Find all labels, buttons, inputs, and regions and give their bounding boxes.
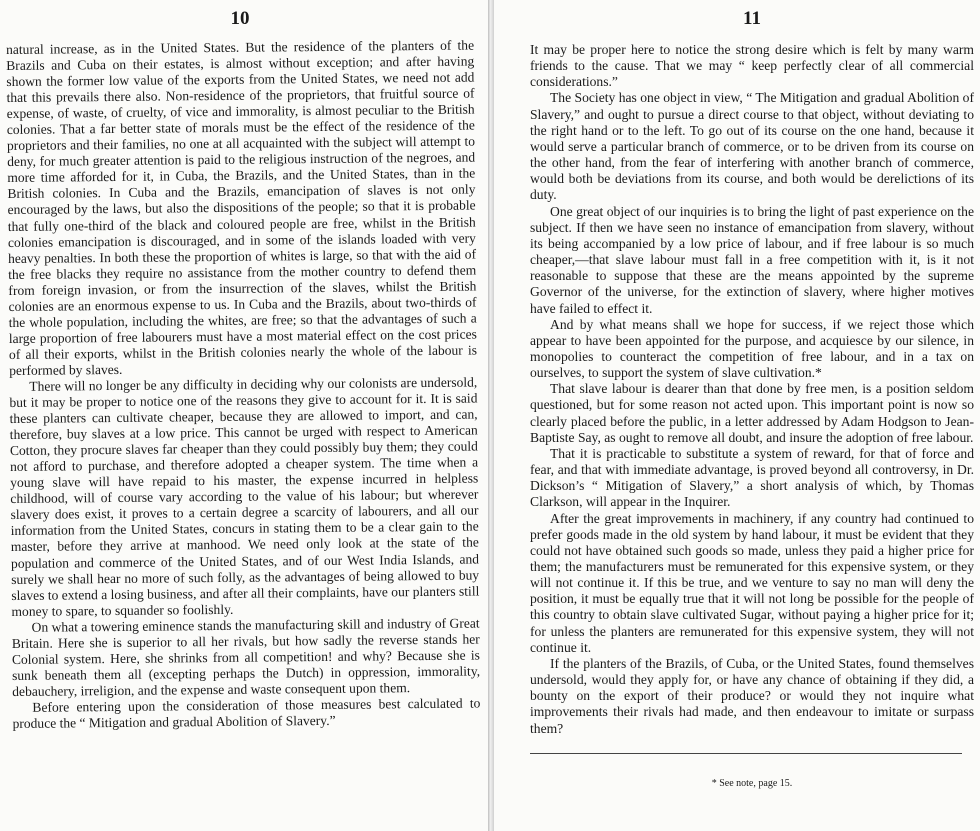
paragraph: The Society has one object in view, “ The Mitigation and gradual Abolition of Slavery,” and ought to pursue a direct course to that object, without deviating to the right hand or to the left. To go out of its course on the one hand, because it would serve a particular branch of commerce, or to be driven from its course on the other hand, from the fear of interfering with another branch of commerce, would both be deviations from its course, and both would be derelictions of its duty.	[530, 90, 974, 203]
footnote: * See note, page 15.	[711, 777, 793, 789]
paragraph: Before entering upon the consideration of those measures best calculated to produce the “ Mitigation and gradual Abolition of Slavery.”	[12, 695, 481, 731]
paragraph: It may be proper here to notice the strong desire which is felt by many warm friends to the cause. That we may “ keep perfectly clear of all commercial considerations.”	[530, 42, 974, 90]
left-page-text	[6, 38, 481, 732]
right-page-text	[530, 42, 974, 737]
paragraph: natural increase, as in the United States. But the residence of the planters of the Brazils and Cuba on their estates, is almost without exception; and after having shown the former low value of the exports from the United States, we need not add that this prevails there also. Non-residence of the proprietors, that fruitful source of expense, of waste, of cruelty, of vice and immorality, is almost peculiar to the British colonies. That a far better state of morals must be the effect of the residence of the proprietors and their families, no one at all acquainted with the subject will attempt to deny, for much greater attention is paid to the religious instruction of the negroes, and more time afforded for it, in Cuba, the Brazils, and the United States, than in the British colonies. In Cuba and the Brazils, emancipation of slaves is not only encouraged by the laws, but also the dispositions of the people; so that it is probable that fully one-third of the black and coloured people are free, whilst in the British colonies emancipation is discouraged, and in some of the islands loaded with very heavy penalties. In both these the proportion of whites is large, so that with the aid of the free blacks they require no assistance from the mother country to defend them from foreign invasion, or from the insurrection of the slaves, whilst the British colonies are an enormous expense to us. In Cuba and the Brazils, about two-thirds of the whole population, including the whites, are free; so that the advantages of such a large proportion of free labourers must have a most material effect on the cost prices of all their exports, whilst in the British colonies nearly the whole of the labour is performed by slaves.	[6, 37, 478, 378]
paragraph: If the planters of the Brazils, of Cuba, or the United States, found themselves undersold, would they apply for, or have any chance of obtaining if they did, a bounty on the export of their produce? or would they not inquire what improvements their rivals had made, and then endeavour to imitate or surpass them?	[530, 655, 974, 736]
paragraph: That it is practicable to substitute a system of reward, for that of force and fear, and that with immediate advantage, is proved beyond all controversy, in Dr. Dickson’s “ Mitigation of Slavery,” a short analysis of which, by Thomas Clarkson, will appear in the Inquirer.	[530, 445, 974, 510]
paragraph: And by what means shall we hope for success, if we reject those which appear to have been appointed for the purpose, and acquiesce by our silence, in monopolies to counteract the competition of free labour, and in a tax on ourselves, to support the system of slave cultivation.*	[530, 316, 974, 381]
page-number-right: 11	[743, 8, 761, 29]
paragraph: There will no longer be any difficulty in deciding why our colonists are undersold, but it may be proper to notice one of the reasons they give to account for it. It is said these planters can cultivate cheaper, because they are allowed to import, and can, therefore, buy slaves at a low price. This cannot be urged with respect to American Cotton, they procure slaves far cheaper than they could possibly buy them; they could not afford to purchase, and therefore adopted a cheaper system. The time when a young slave will have repaid to his master, the expense incurred in helpless childhood, will of course vary according to the value of his labour; but wherever slavery does exist, it proves to a certain degree a scarcity of labourers, and all our information from the United States, concurs in stating them to be a clear gain to the master, before they arrive at manhood. We need only look at the state of the population and commerce of the United States, and of our West India Islands, and surely we shall hear no more of such folly, as the advantages of being allowed to buy slaves to extend a losing business, and after all their complaints, have our planters still money to spare, to squander so foolishly.	[9, 374, 480, 619]
paragraph: After the great improvements in machinery, if any country had continued to prefer goods made in the old system by hand labour, it must be evident that they could not have obtained such goods so made, unless they paid a higher price for them; the manufacturers must be remunerated for this expensive system, or they will not continue it. If this be true, and we venture to say no man will deny the position, it must be equally true that it will not long be possible for the people of this country to obtain slave cultivated Sugar, without paying a higher price for it; for unless the planters are remunerated for this expensive system, they will not continue it.	[530, 510, 974, 655]
page-number-left: 10	[230, 8, 250, 29]
left-page	[0, 0, 488, 831]
paragraph: One great object of our inquiries is to bring the light of past experience on the subject. If then we have seen no instance of emancipation from slavery, without its being accompanied by a low price of labour, and if free labour is so much cheaper,—that slave labour must fall in a free competition with it, is it not reasonable to suppose that these are the means appointed by the supreme Governor of the universe, for the extinction of slavery, where higher motives have failed to effect it.	[530, 203, 974, 316]
right-page	[494, 0, 980, 831]
paragraph: That slave labour is dearer than that done by free men, is a position seldom questioned, but for some reason not acted upon. This important point is now so clearly placed before the public, in a letter addressed by Adam Hodgson to Jean-Baptiste Say, as ought to remove all doubt, and insure the adoption of free labour.	[530, 381, 974, 445]
footnote-rule	[530, 753, 962, 754]
paragraph: On what a towering eminence stands the manufacturing skill and industry of Great Britain. Here she is superior to all her rivals, but how sadly the reverse stands her Colonial system. Here, she shrinks from all competition! and why? Because she is sunk beneath them all (excepting perhaps the Dutch) in oppression, immorality, debauchery, irreligion, and the expense and waste consequent upon them.	[11, 615, 481, 699]
